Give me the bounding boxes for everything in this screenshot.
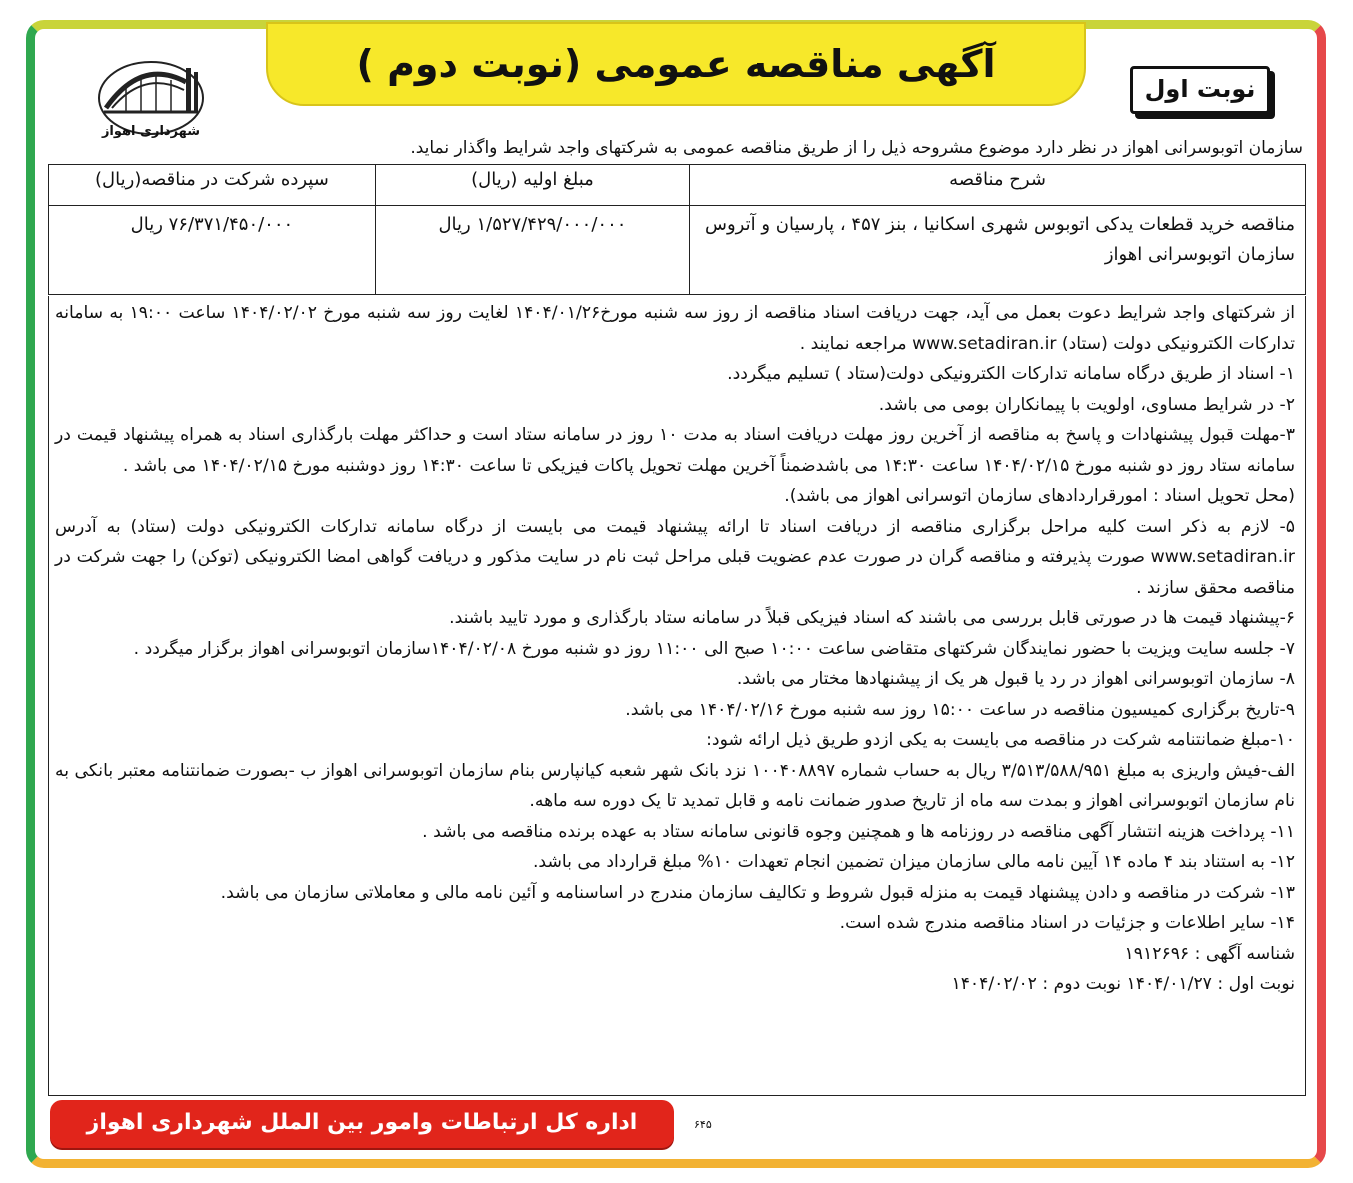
footer-banner: [50, 1100, 674, 1148]
para-9: ۹-تاریخ برگزاری کمیسیون مناقصه در ساعت ۱۵:۰۰ روز سه شنبه مورخ ۱۴۰۴/۰۲/۱۶ می باشد.: [625, 699, 1295, 720]
round-badge-label: نوبت اول: [1144, 75, 1256, 103]
publish-dates: نوبت اول : ۱۴۰۴/۰۱/۲۷ نوبت دوم : ۱۴۰۴/۰۲/۰۲: [951, 974, 1295, 994]
para-8: ۸- سازمان اتوبوسرانی اهواز در رد یا قبول هر یک از پیشنهادها مختار می باشد.: [736, 669, 1295, 689]
round-badge: [1130, 66, 1270, 114]
tender-table: [48, 164, 1306, 295]
para-6: ۶-پیشنهاد قیمت ها در صورتی قابل بررسی می باشند که اسناد فیزیکی قبلاً در سامانه ستاد بارگذاری و مورد تایید باشند.: [449, 608, 1295, 628]
para-invitation: از شرکتهای واجد شرایط دعوت بعمل می آید، جهت دریافت اسناد مناقصه از روز سه شنبه مورخ۱۴۰۴/۰۱/۲۶ لغایت روز سه شنبه مورخ ۱۴۰۴/۰۲/۰۲ ساعت ۱۹:۰۰ به سامانه تدارکات الکترونیکی دولت (ستاد) www.setadiran.ir مراجعه نمایند .: [55, 303, 1295, 354]
table-row: [49, 206, 1306, 295]
col-deposit: سپرده شرکت در مناقصه(ریال): [49, 165, 376, 206]
para-10: ۱۰-مبلغ ضمانتنامه شرکت در مناقصه می بایست به یکی ازدو طریق ذیل ارائه شود:: [706, 730, 1295, 750]
conditions-text: [55, 298, 1295, 1000]
para-13: ۱۳- شرکت در مناقصه و دادن پیشنهاد قیمت به منزله قبول شروط و تکالیف سازمان مندرج در اساسنامه و آئین نامه مالی و معاملاتی سازمان می باشد.: [220, 882, 1295, 903]
para-14: ۱۴- سایر اطلاعات و جزئیات در اسناد مناقصه مندرج شده است.: [839, 913, 1295, 933]
col-description: شرح مناقصه: [690, 165, 1306, 206]
header-banner: [266, 22, 1086, 106]
intro-text: سازمان اتوبوسرانی اهواز در نظر دارد موضوع مشروحه ذیل را از طریق مناقصه عمومی به شرکتهای واجد شرایط واگذار نماید.: [410, 138, 1303, 158]
page-number: ۶۴۵: [694, 1118, 712, 1131]
para-3: ۳-مهلت قبول پیشنهادات و پاسخ به مناقصه از آخرین روز مهلت دریافت اسناد به مدت ۱۰ روز در سامانه ستاد است و حداکثر مهلت بارگذاری اسناد به همراه پیشنهاد قیمت در سامانه ستاد روز دو شنبه مورخ ۱۴۰۴/۰۲/۱۵ ساعت ۱۴:۳۰ می باشدضمناً آخرین مهلت تحویل پاکات فیزیکی تا ساعت ۱۴:۳۰ روز دوشنبه مورخ ۱۴۰۴/۰۲/۱۵ می باشد .: [55, 425, 1295, 476]
para-11: ۱۱- پرداخت هزینه انتشار آگهی مناقصه در روزنامه ها و همچنین وجوه قانونی سامانه ستاد به عهده برنده مناقصه می باشد .: [422, 821, 1295, 842]
para-5: ۵- لازم به ذکر است کلیه مراحل برگزاری مناقصه از دریافت اسناد تا ارائه پیشنهاد قیمت می بایست از درگاه سامانه تدارکات الکترونیکی دولت (ستاد) به آدرس www.setadiran.ir صورت پذیرفته و مناقصه گران در صورت عدم عضویت قبلی مراحل ثبت نام در سایت مذکور و دریافت گواهی امضا الکترونیکی (توکن) را جهت شرکت در مناقصه محقق سازند .: [55, 516, 1295, 598]
logo-caption: شهرداری اهواز: [101, 124, 201, 139]
footer-label: اداره کل ارتباطات وامور بین الملل شهرداری اهواز: [86, 1110, 638, 1135]
cell-description: مناقصه خرید قطعات یدکی اتوبوس شهری اسکانیا ، بنز ۴۵۷ ، پارسیان و آتروس سازمان اتوبوسرانی اهواز: [690, 206, 1306, 295]
para-7: ۷- جلسه سایت ویزیت با حضور نمایندگان شرکتهای متقاضی ساعت ۱۰:۰۰ صبح الی ۱۱:۰۰ روز دو شنبه مورخ ۱۴۰۴/۰۲/۰۸سازمان اتوبوسرانی اهواز برگزار میگردد .: [133, 638, 1295, 659]
para-4: (محل تحویل اسناد : امورقراردادهای سازمان اتوسرانی اهواز می باشد).: [784, 486, 1295, 506]
conditions-box: [48, 296, 1306, 1096]
para-10a: الف-فیش واریزی به مبلغ ۳/۵۱۳/۵۸۸/۹۵۱ ریال به حساب شماره ۱۰۰۴۰۸۸۹۷ نزد بانک شهر شعبه کیانپارس بنام سازمان اتوبوسرانی اهواز ب -بصورت ضمانتنامه معتبر بانکی به نام سازمان اتوبوسرانی اهواز و بمدت سه ماه از تاریخ صدور ضمانت نامه و قابل تمدید تا یک دوره سه ماهه.: [55, 760, 1295, 811]
page-title: آگهی مناقصه عمومی (نوبت دوم ): [356, 42, 996, 86]
para-1: ۱- اسناد از طریق درگاه سامانه تدارکات الکترونیکی دولت(ستاد ) تسلیم میگردد.: [727, 364, 1295, 384]
cell-initial-amount: ۱/۵۲۷/۴۲۹/۰۰۰/۰۰۰ ریال: [375, 206, 689, 295]
para-2: ۲- در شرایط مساوی، اولویت با پیمانکاران بومی می باشد.: [878, 394, 1295, 415]
para-12: ۱۲- به استناد بند ۴ ماده ۱۴ آیین نامه مالی سازمان میزان تضمین انجام تعهدات ۱۰% مبلغ قرارداد می باشد.: [532, 852, 1295, 872]
col-initial-amount: مبلغ اولیه (ریال): [375, 165, 689, 206]
table-header-row: [49, 165, 1306, 206]
cell-deposit: ۷۶/۳۷۱/۴۵۰/۰۰۰ ریال: [49, 206, 376, 295]
ad-id: شناسه آگهی : ۱۹۱۲۶۹۶: [1124, 943, 1295, 964]
